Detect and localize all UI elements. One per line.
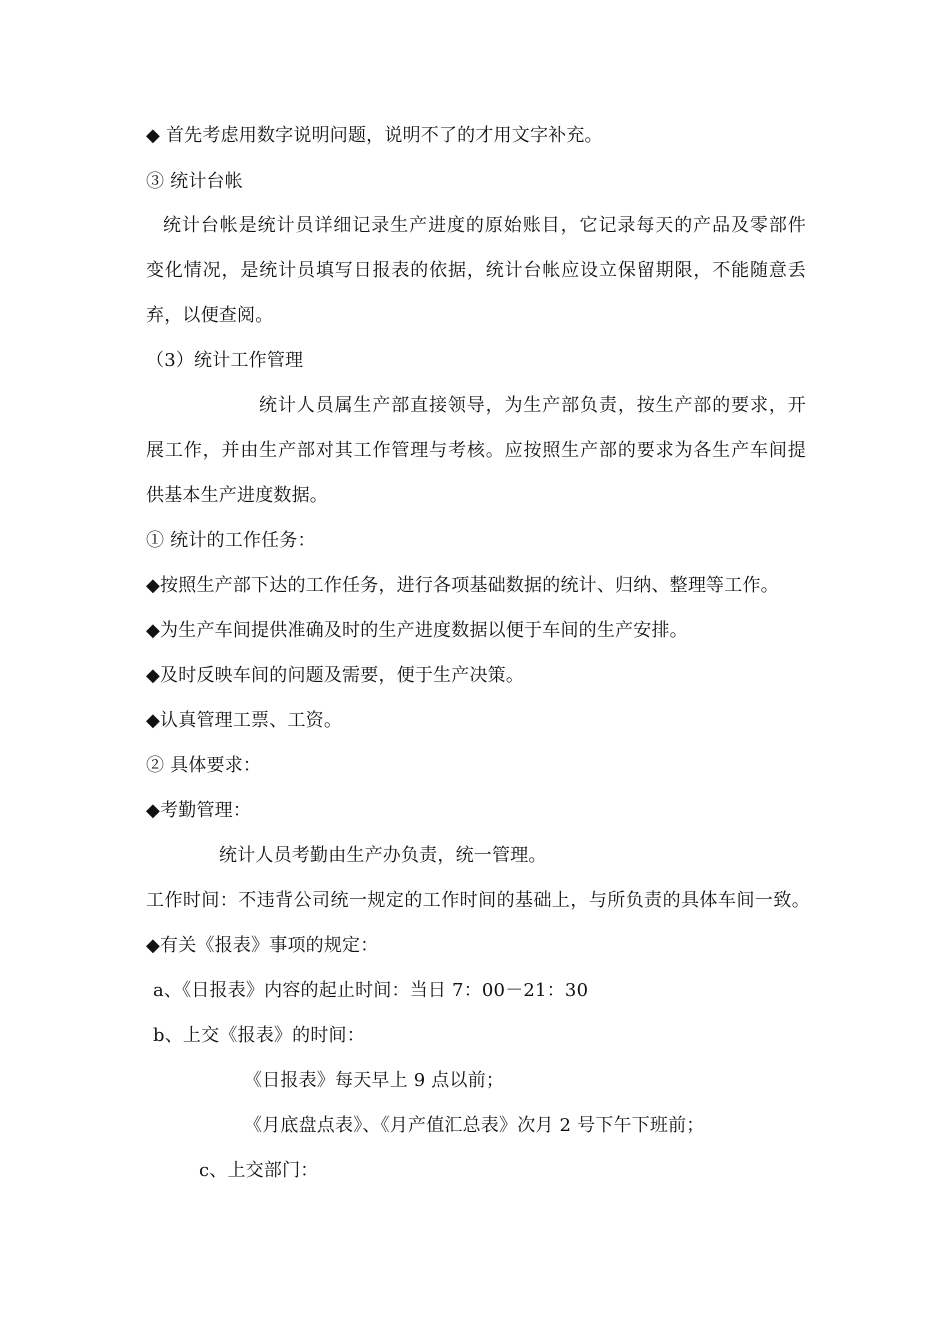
heading-work-tasks: ① 统计的工作任务： <box>146 530 316 551</box>
bullet-task-4: ◆认真管理工票、工资。 <box>146 710 343 731</box>
bullet-task-1: ◆按照生产部下达的工作任务，进行各项基础数据的统计、归纳、整理等工作。 <box>146 575 779 596</box>
rule-b-daily-report: 《日报表》每天早上 9 点以前； <box>244 1070 505 1091</box>
paragraph-ledger-line-2: 变化情况，是统计员填写日报表的依据，统计台帐应设立保留期限，不能随意丢 <box>146 260 806 281</box>
section-heading-work-management: （3）统计工作管理 <box>146 350 304 371</box>
rule-a-daily-report-time: a、《日报表》内容的起止时间：当日 7：00－21：30 <box>153 980 589 1001</box>
paragraph-management-line-2: 展工作，并由生产部对其工作管理与考核。应按照生产部的要求为各生产车间提 <box>146 440 806 461</box>
heading-statistics-ledger: ③ 统计台帐 <box>146 171 243 192</box>
paragraph-management-line-3: 供基本生产进度数据。 <box>146 485 328 506</box>
bullet-task-2: ◆为生产车间提供准确及时的生产进度数据以便于车间的生产安排。 <box>146 620 688 641</box>
attendance-text: 统计人员考勤由生产办负责，统一管理。 <box>219 845 547 866</box>
heading-specific-requirements: ② 具体要求： <box>146 755 262 776</box>
paragraph-ledger-line-3: 弃，以便查阅。 <box>146 305 274 326</box>
rule-b-submission-time: b、上交《报表》的时间： <box>153 1025 365 1046</box>
bullet-report-rules: ◆有关《报表》事项的规定： <box>146 935 379 956</box>
working-hours-text: 工作时间：不违背公司统一规定的工作时间的基础上，与所负责的具体车间一致。 <box>146 890 810 911</box>
paragraph-ledger-line-1: 统计台帐是统计员详细记录生产进度的原始账目，它记录每天的产品及零部件 <box>163 215 806 236</box>
bullet-line-numbers-first: ◆ 首先考虑用数字说明问题，说明不了的才用文字补充。 <box>146 125 603 146</box>
rule-b-monthly-reports: 《月底盘点表》、《月产值汇总表》次月 2 号下午下班前； <box>244 1115 705 1136</box>
paragraph-management-line-1: 统计人员属生产部直接领导，为生产部负责，按生产部的要求，开 <box>259 395 806 416</box>
bullet-task-3: ◆及时反映车间的问题及需要，便于生产决策。 <box>146 665 525 686</box>
rule-c-submission-department: c、上交部门： <box>199 1160 319 1181</box>
bullet-attendance: ◆考勤管理： <box>146 800 252 821</box>
